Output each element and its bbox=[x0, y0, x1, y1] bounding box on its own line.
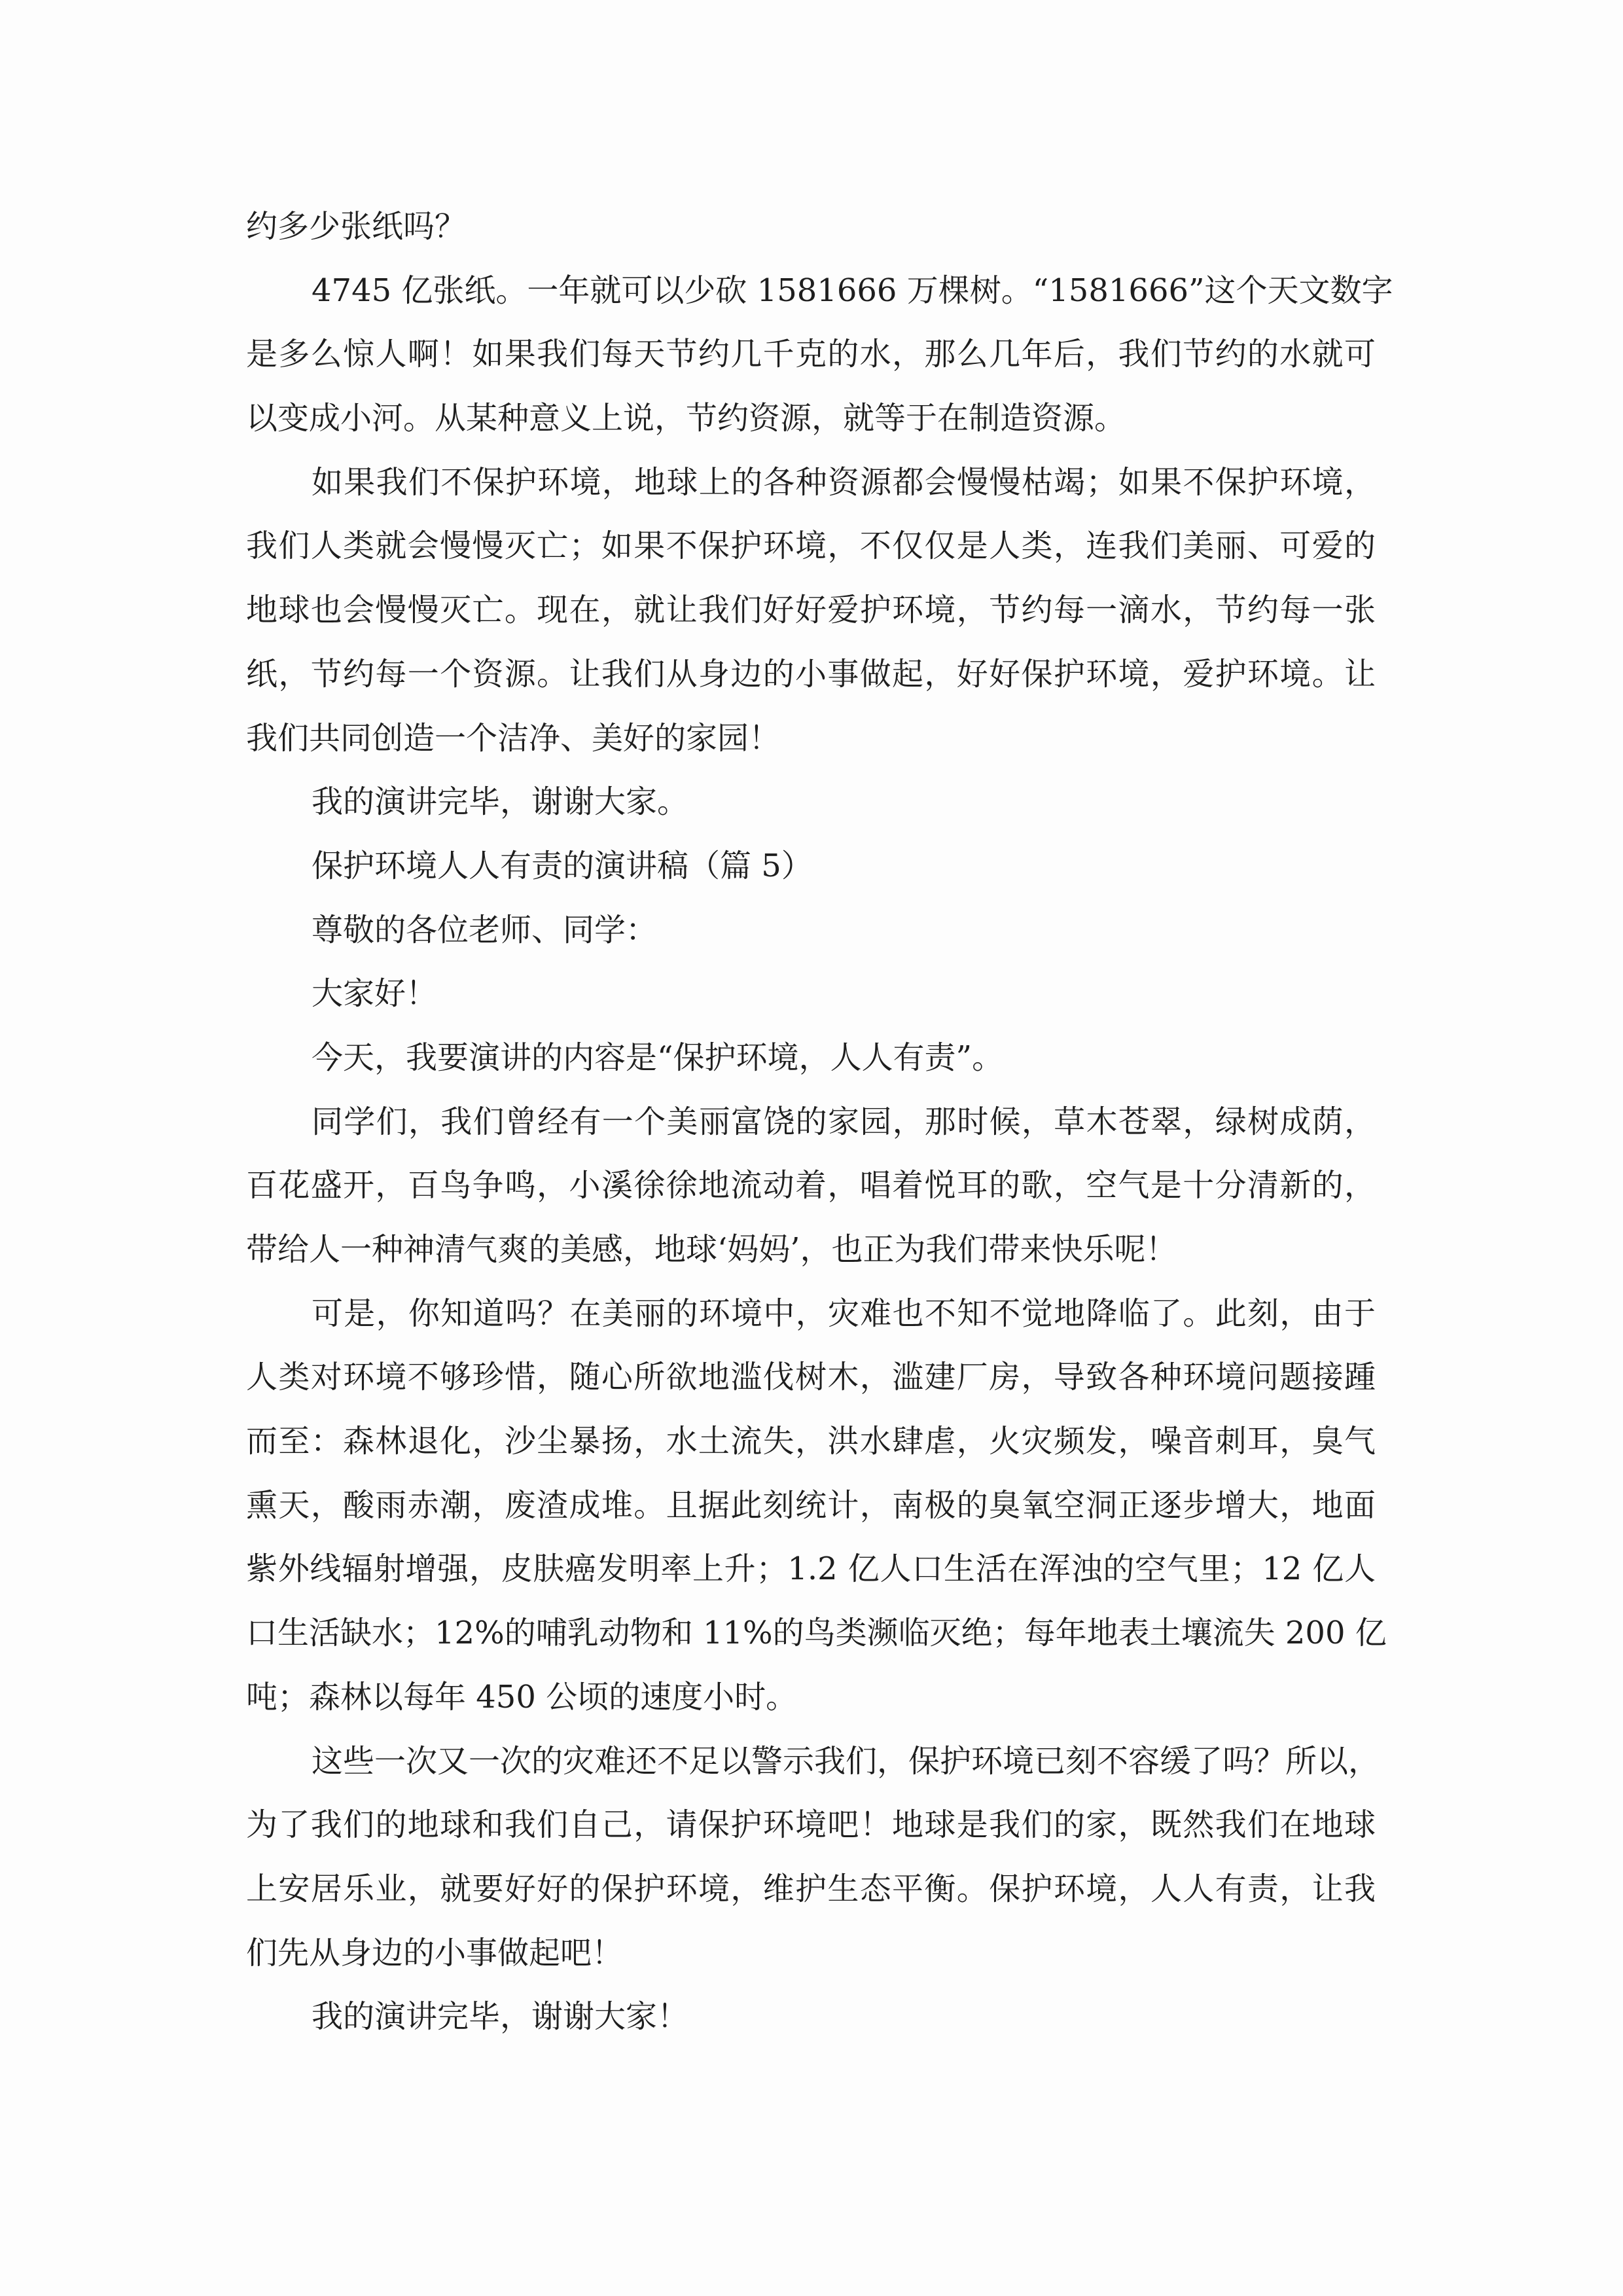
paragraph-line: 我们人类就会慢慢灭亡；如果不保护环境，不仅仅是人类，连我们美丽、可爱的 bbox=[246, 528, 1376, 565]
paragraph-line: 熏天，酸雨赤潮，废渣成堆。且据此刻统计，南极的臭氧空洞正逐步增大，地面 bbox=[246, 1486, 1376, 1524]
paragraph-line: 如果我们不保护环境，地球上的各种资源都会慢慢枯竭；如果不保护环境， bbox=[312, 463, 1376, 501]
paragraph-line: 地球也会慢慢灭亡。现在，就让我们好好爱护环境，节约每一滴水，节约每一张 bbox=[246, 592, 1376, 629]
paragraph-line: 我的演讲完毕，谢谢大家！ bbox=[312, 1998, 689, 2036]
paragraph-line: 而至：森林退化，沙尘暴扬，水土流失，洪水肆虐，火灾频发，噪音刺耳，臭气 bbox=[246, 1423, 1376, 1460]
paragraph-line: 可是，你知道吗？在美丽的环境中，灾难也不知不觉地降临了。此刻，由于 bbox=[312, 1295, 1376, 1332]
closing-remark bbox=[246, 770, 1376, 834]
paragraph-line: 紫外线辐射增强，皮肤癌发明率上升；1.2 亿人口生活在浑浊的空气里；12 亿人 bbox=[246, 1551, 1376, 1588]
closing-remark bbox=[246, 1985, 1376, 2049]
paragraph bbox=[246, 1282, 1387, 1730]
paragraph-line: 我的演讲完毕，谢谢大家。 bbox=[312, 783, 689, 821]
paragraph-line: 同学们，我们曾经有一个美丽富饶的家园，那时候，草木苍翠，绿树成荫， bbox=[312, 1103, 1376, 1140]
paragraph-line: 带给人一种神清气爽的美感，地球‘妈妈’，也正为我们带来快乐呢！ bbox=[246, 1231, 1177, 1268]
paragraph-line: 今天，我要演讲的内容是“保护环境，人人有责”。 bbox=[312, 1039, 1004, 1076]
greeting bbox=[246, 962, 1376, 1026]
paragraph-line: 人类对环境不够珍惜，随心所欲地滥伐树木，滥建厂房，导致各种环境问题接踵 bbox=[246, 1359, 1376, 1396]
paragraph-line: 口生活缺水；12%的哺乳动物和 11%的鸟类濒临灭绝；每年地表土壤流失 200 亿 bbox=[246, 1615, 1387, 1652]
section-title-line: 保护环境人人有责的演讲稿（篇 5） bbox=[312, 847, 813, 884]
salutation bbox=[246, 899, 1376, 963]
paragraph-line: 百花盛开，百鸟争鸣，小溪徐徐地流动着，唱着悦耳的歌，空气是十分清新的， bbox=[246, 1167, 1376, 1204]
paragraph bbox=[246, 1090, 1376, 1282]
paragraph bbox=[246, 1026, 1376, 1090]
paragraph-line: 为了我们的地球和我们自己，请保护环境吧！地球是我们的家，既然我们在地球 bbox=[246, 1806, 1376, 1844]
paragraph-line: 这些一次又一次的灾难还不足以警示我们，保护环境已刻不容缓了吗？所以， bbox=[312, 1742, 1380, 1780]
paragraph-line: 上安居乐业，就要好好的保护环境，维护生态平衡。保护环境，人人有责，让我 bbox=[246, 1870, 1376, 1907]
paragraph bbox=[246, 259, 1393, 451]
paragraph-line: 们先从身边的小事做起吧！ bbox=[246, 1934, 624, 1971]
paragraph-line: 尊敬的各位老师、同学： bbox=[312, 911, 658, 948]
paragraph-line: 大家好！ bbox=[312, 975, 438, 1013]
paragraph-line: 是多么惊人啊！如果我们每天节约几千克的水，那么几年后，我们节约的水就可 bbox=[246, 336, 1376, 373]
paragraph-line: 以变成小河。从某种意义上说，节约资源，就等于在制造资源。 bbox=[246, 400, 1126, 437]
paragraph-continuation bbox=[246, 195, 1376, 259]
paragraph bbox=[246, 1730, 1380, 1986]
paragraph-line: 吨；森林以每年 450 公顷的速度小时。 bbox=[246, 1678, 798, 1715]
section-title bbox=[246, 834, 1376, 899]
paragraph-line: 4745 亿张纸。一年就可以少砍 1581666 万棵树。“1581666”这个天文数字 bbox=[312, 272, 1393, 309]
paragraph-line: 纸，节约每一个资源。让我们从身边的小事做起，好好保护环境，爱护环境。让 bbox=[246, 655, 1376, 692]
paragraph-line: 我们共同创造一个洁净、美好的家园！ bbox=[246, 719, 781, 757]
paragraph-line: 约多少张纸吗？ bbox=[246, 208, 467, 245]
paragraph bbox=[246, 451, 1376, 770]
document-body bbox=[246, 195, 1393, 2049]
